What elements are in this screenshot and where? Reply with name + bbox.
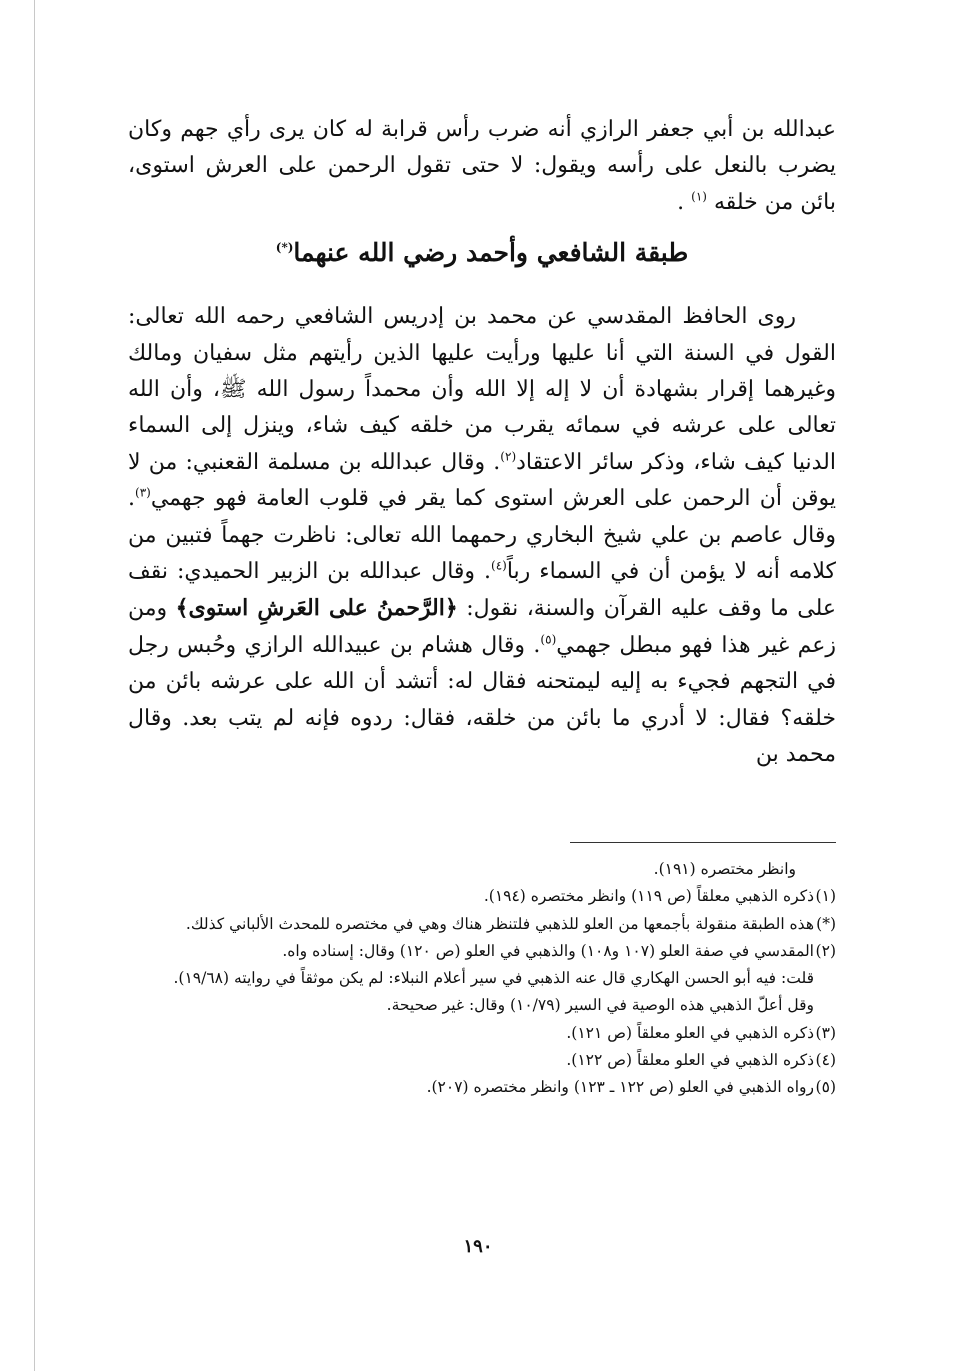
footnote-number: (*) <box>816 914 836 933</box>
footnote-ref-4: (٤) <box>491 558 507 573</box>
footnote-number: (٤) <box>815 1051 836 1070</box>
footnotes-block <box>128 856 836 1102</box>
footnote-note <box>128 965 836 992</box>
main-text-part-3: . وقال عاصم بن علي شيخ البخاري رحمهما الله تعالى: ناظرت جهماً فتبين من كلامه أنه لا يؤمن أن في السماء رباً <box>128 486 836 585</box>
main-text-block <box>128 112 836 774</box>
footnote-text: هذه الطبقة منقولة بأجمعها من العلو للذهبي فلتنظر هناك وهي في مختصره للمحدث الألباني كذلك. <box>185 914 814 933</box>
footnote-text: وقل أعلّ الذهبي هذه الوصية في السير (١٠/٧٩) وقال: غير صحيحة. <box>386 996 814 1015</box>
main-text-part-2: . وقال عبدالله بن مسلمة القعنبي: من لا يوقن أن الرحمن على العرش استوى كما يقر في قلوب العامة فهو جهمي <box>128 449 836 512</box>
binding-edge-line <box>34 0 35 1371</box>
footnote-text: المقدسي في صفة العلو (١٠٧ و١٠٨) والذهبي في العلو (ص ١٢٠) وقال: إسناده واه. <box>282 941 814 960</box>
intro-end: . <box>677 189 685 215</box>
footnote-item <box>128 911 836 938</box>
footnote-ref-star: (*) <box>275 240 294 255</box>
heading-text: طبقة الشافعي وأحمد رضي الله عنهما <box>293 238 689 268</box>
page-number: ١٩٠ <box>463 1236 493 1257</box>
section-heading <box>128 231 836 275</box>
footnote-ref-5: (٥) <box>540 632 557 647</box>
footnote-item <box>128 1074 836 1101</box>
footnote-text: قلت: فيه أبو الحسن الهكاري قال عنه الذهبي في سير أعلام النبلاء: لم يكن موثقاً في روايته (١٩/٦٨). <box>173 969 814 988</box>
footnote-ref-3: (٣) <box>135 485 151 500</box>
footnote-ref-2: (٢) <box>500 449 517 464</box>
footnote-item <box>128 938 836 965</box>
footnote-number: (٢) <box>815 941 836 960</box>
main-text-part-1: روى الحافظ المقدسي عن محمد بن إدريس الشافعي رحمه الله تعالى: القول في السنة التي أنا عليها ورأيت عليها الذين رأيتهم مثل سفيان ومالك وغيرهما إقرار بشهادة أن لا إله إلا الله وأن محمداً رسول الله ﷺ، وأن الله تعالى على عرشه في سمائه يقرب من خلقه كيف شاء، وينزل إلى السماء الدنيا كيف شاء، وذكر سائر الاعتقاد <box>128 304 836 475</box>
footnote-number: (٥) <box>815 1078 836 1097</box>
main-text-part-5: ومن زعم غير هذا فهو مبطل جهمي <box>128 596 837 658</box>
main-text-part-4: . وقال عبدالله بن الزبير الحميدي: نقف على ما وقف عليه القرآن والسنة، نقول: <box>128 559 836 622</box>
footnote-text: ذكره الذهبي في العلو معلقاً (ص ١٢٢). <box>566 1051 814 1070</box>
footnote-continuation <box>128 856 836 883</box>
footnote-number: (٣) <box>815 1023 836 1042</box>
footnote-text: وانظر مختصره (١٩١). <box>653 860 796 878</box>
footnote-item <box>128 883 836 910</box>
intro-text: عبدالله بن أبي جعفر الرازي أنه ضرب رأس قرابة له كان يرى رأي جهم وكان يضرب بالنعل على رأسه ويقول: لا حتى تقول الرحمن على العرش استوى، بائن من خلقه <box>128 117 836 215</box>
footnote-text: ذكره الذهبي معلقاً (ص ١١٩) وانظر مختصره (١٩٤). <box>483 887 814 906</box>
footnote-item <box>128 1020 836 1047</box>
footnote-separator <box>570 842 836 843</box>
footnote-text: رواه الذهبي في العلو (ص ١٢٢ ـ ١٢٣) وانظر مختصره (٢٠٧). <box>426 1078 814 1097</box>
footnote-number: (١) <box>815 887 836 906</box>
quran-verse: ﴿الرَّحمنُ على العَرشِ استوى﴾ <box>175 595 458 622</box>
footnote-text: ذكره الذهبي في العلو معلقاً (ص ١٢١). <box>566 1023 814 1042</box>
intro-paragraph <box>128 112 836 221</box>
main-text-part-6: . وقال هشام بن عبيدالله الرازي وحُبس رجل في التجهم فجيء به إليه ليمتحنه فقال له: أتشد أن الله على عرشه بائن من خلقه؟ فقال: لا أدري ما بائن من خلقه، فقال: ردوه فإنه لم يتب بعد. وقال محمد بن <box>128 632 836 768</box>
footnote-note <box>128 992 836 1019</box>
main-paragraph <box>128 299 836 773</box>
footnote-item <box>128 1047 836 1074</box>
footnote-ref-1: (١) <box>691 189 707 204</box>
